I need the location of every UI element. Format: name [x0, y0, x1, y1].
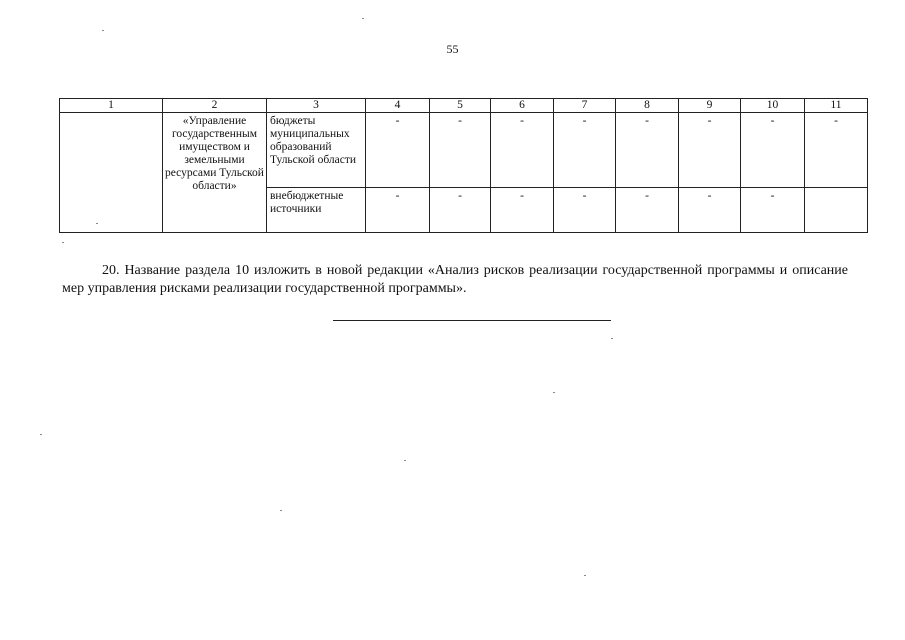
value-cell: - [554, 188, 616, 233]
value-cell: - [741, 113, 805, 188]
value-cell: - [616, 188, 679, 233]
header-cell: 7 [554, 99, 616, 113]
header-cell: 3 [267, 99, 366, 113]
value-cell: - [366, 113, 430, 188]
header-cell: 4 [366, 99, 430, 113]
value-cell: - [805, 113, 868, 188]
header-cell: 11 [805, 99, 868, 113]
value-cell: - [366, 188, 430, 233]
funding-source-cell: внебюджетные источники [267, 188, 366, 233]
value-cell: - [679, 113, 741, 188]
header-cell: 1 [60, 99, 163, 113]
scan-speck [280, 510, 282, 511]
header-cell: 10 [741, 99, 805, 113]
scan-speck [102, 30, 104, 31]
value-cell: - [430, 113, 491, 188]
value-cell: - [554, 113, 616, 188]
program-name-cell: «Управление государственным имуществом и земельными ресурсами Тульской области» [163, 113, 267, 233]
scan-speck [553, 392, 555, 393]
header-cell: 5 [430, 99, 491, 113]
empty-cell [60, 113, 163, 233]
value-cell: - [741, 188, 805, 233]
table-row [60, 113, 868, 188]
funding-source-cell: бюджеты муниципальных образований Тульской области [267, 113, 366, 188]
budget-table [59, 98, 868, 233]
header-cell: 2 [163, 99, 267, 113]
table-header-row [60, 99, 868, 113]
scan-speck [362, 18, 364, 19]
scan-speck [584, 575, 586, 576]
scan-speck [40, 434, 42, 435]
scan-speck [62, 242, 64, 243]
value-cell: - [616, 113, 679, 188]
scan-speck [96, 223, 98, 224]
scan-speck [611, 338, 613, 339]
header-cell: 6 [491, 99, 554, 113]
closing-divider [333, 320, 611, 321]
value-cell: - [679, 188, 741, 233]
value-cell: - [491, 113, 554, 188]
scan-speck [404, 460, 406, 461]
value-cell: - [430, 188, 491, 233]
header-cell: 9 [679, 99, 741, 113]
page-number: 55 [446, 42, 459, 56]
amendment-paragraph: 20. Название раздела 10 изложить в новой редакции «Анализ рисков реализации государственной программы и описание мер управления рисками реализации государственной программы». [62, 263, 848, 296]
value-cell [805, 188, 868, 233]
value-cell: - [491, 188, 554, 233]
header-cell: 8 [616, 99, 679, 113]
